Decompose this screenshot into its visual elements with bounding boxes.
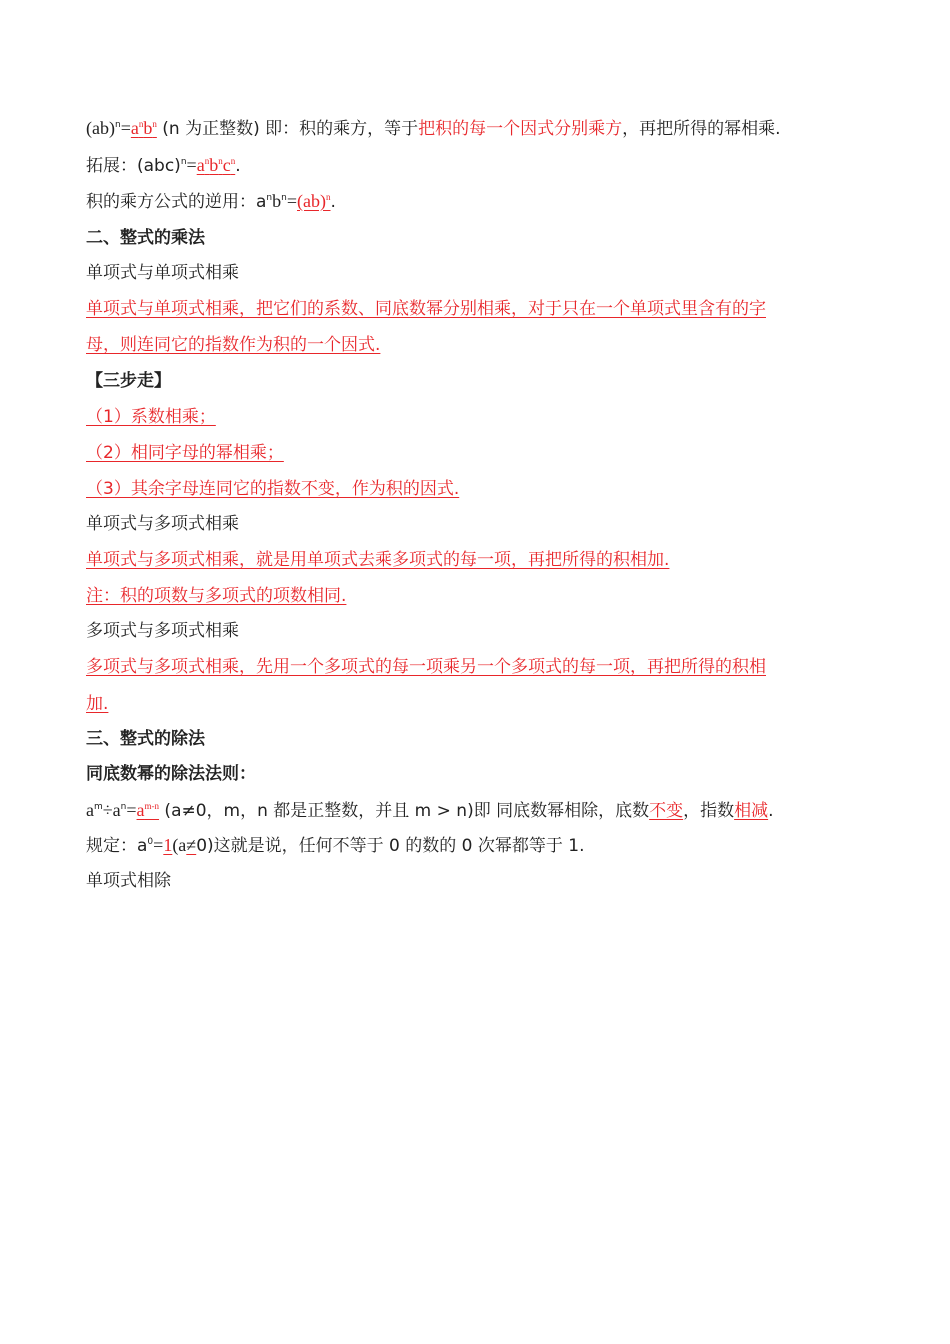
- rule-text-mid: ，指数: [683, 801, 735, 821]
- exponent: m: [94, 802, 103, 812]
- exponent: n: [281, 193, 287, 203]
- not-equal-sign: ≠: [186, 835, 197, 855]
- step-2: （2）相同字母的幂相乘；: [86, 443, 284, 463]
- note-mono-poly: 注：积的项数与多项式的项数相同.: [86, 586, 347, 606]
- division-formula-line: [86, 798, 870, 823]
- rule-poly-poly-1: 多项式与多项式相乘，先用一个多项式的每一项乘另一个多项式的每一项，再把所得的积相: [86, 657, 766, 677]
- inverse-label: 积的乘方公式的逆用：a: [86, 192, 267, 212]
- step-3: （3）其余字母连同它的指数不变，作为积的因式.: [86, 479, 460, 499]
- rule-poly-poly-2: 加.: [86, 694, 109, 714]
- exponent: 0: [147, 837, 154, 847]
- section-heading-multiplication: 二、整式的乘法: [86, 228, 205, 248]
- exponent: n: [180, 157, 187, 167]
- exponent: n: [266, 193, 273, 203]
- exponent: n: [120, 802, 127, 812]
- division-rule-title: 同底数幂的除法法则：: [86, 764, 256, 784]
- zero-exponent-line: [86, 833, 870, 858]
- base-b: b: [272, 191, 282, 211]
- equals-sign: =: [153, 835, 164, 855]
- formula-answer: $a^nb^nc^n$: [196, 155, 236, 175]
- rule-mono-mono-1: 单项式与单项式相乘，把它们的系数、同底数幂分别相乘，对于只在一个单项式里含有的字: [86, 299, 766, 319]
- period: .: [330, 192, 336, 212]
- subtitle-mono-poly: 单项式与多项式相乘: [86, 514, 239, 534]
- extension-line: [86, 153, 870, 178]
- inverse-formula-line: [86, 189, 870, 214]
- subtitle-mono-mono: 单项式与单项式相乘: [86, 263, 239, 283]
- formula-answer: 1: [163, 835, 173, 855]
- zero-exponent-text: 0)这就是说，任何不等于 0 的数的 0 次幂都等于 1.: [196, 836, 585, 856]
- equals-sign: =: [120, 118, 131, 138]
- formula-answer: $a^{m-n}$: [136, 800, 160, 820]
- period: .: [235, 156, 241, 176]
- rule-mono-mono-2: 母，则连同它的指数作为积的一个因式.: [86, 335, 381, 355]
- answer-unchanged: 不变: [649, 801, 684, 821]
- extension-label: 拓展：(abc): [86, 156, 181, 176]
- divide-operator: ÷a: [102, 800, 121, 820]
- condition-open: (a: [172, 835, 187, 855]
- subtitle-mono-division: 单项式相除: [86, 871, 171, 891]
- formula-lhs: (ab): [86, 118, 115, 138]
- rule-text: (a≠0，m，n 都是正整数，并且 m > n)即 同底数幂相除，底数: [159, 801, 650, 821]
- zero-exponent-label: 规定：a: [86, 836, 148, 856]
- power-of-product-line: [86, 116, 870, 141]
- equals-sign: =: [126, 800, 137, 820]
- rule-key-text: 把积的每一个因式分别乘方: [418, 119, 623, 139]
- formula-answer: (ab)$^n$: [297, 191, 331, 211]
- subtitle-poly-poly: 多项式与多项式相乘: [86, 621, 239, 641]
- answer-subtract: 相减: [734, 801, 769, 821]
- rule-text-end: ，再把所得的幂相乘.: [622, 119, 781, 139]
- period: .: [768, 801, 774, 821]
- formula-answer: $a^nb^n$: [130, 118, 157, 138]
- equals-sign: =: [186, 155, 197, 175]
- section-heading-division: 三、整式的除法: [86, 729, 205, 749]
- rule-text: (n 为正整数) 即：积的乘方，等于: [156, 119, 419, 139]
- steps-title: 【三步走】: [86, 371, 171, 391]
- rule-mono-poly: 单项式与多项式相乘，就是用单项式去乘多项式的每一项，再把所得的积相加.: [86, 550, 670, 570]
- exponent: n: [114, 120, 121, 130]
- equals-sign: =: [286, 191, 298, 211]
- step-1: （1）系数相乘；: [86, 407, 216, 427]
- base-a: a: [86, 800, 94, 820]
